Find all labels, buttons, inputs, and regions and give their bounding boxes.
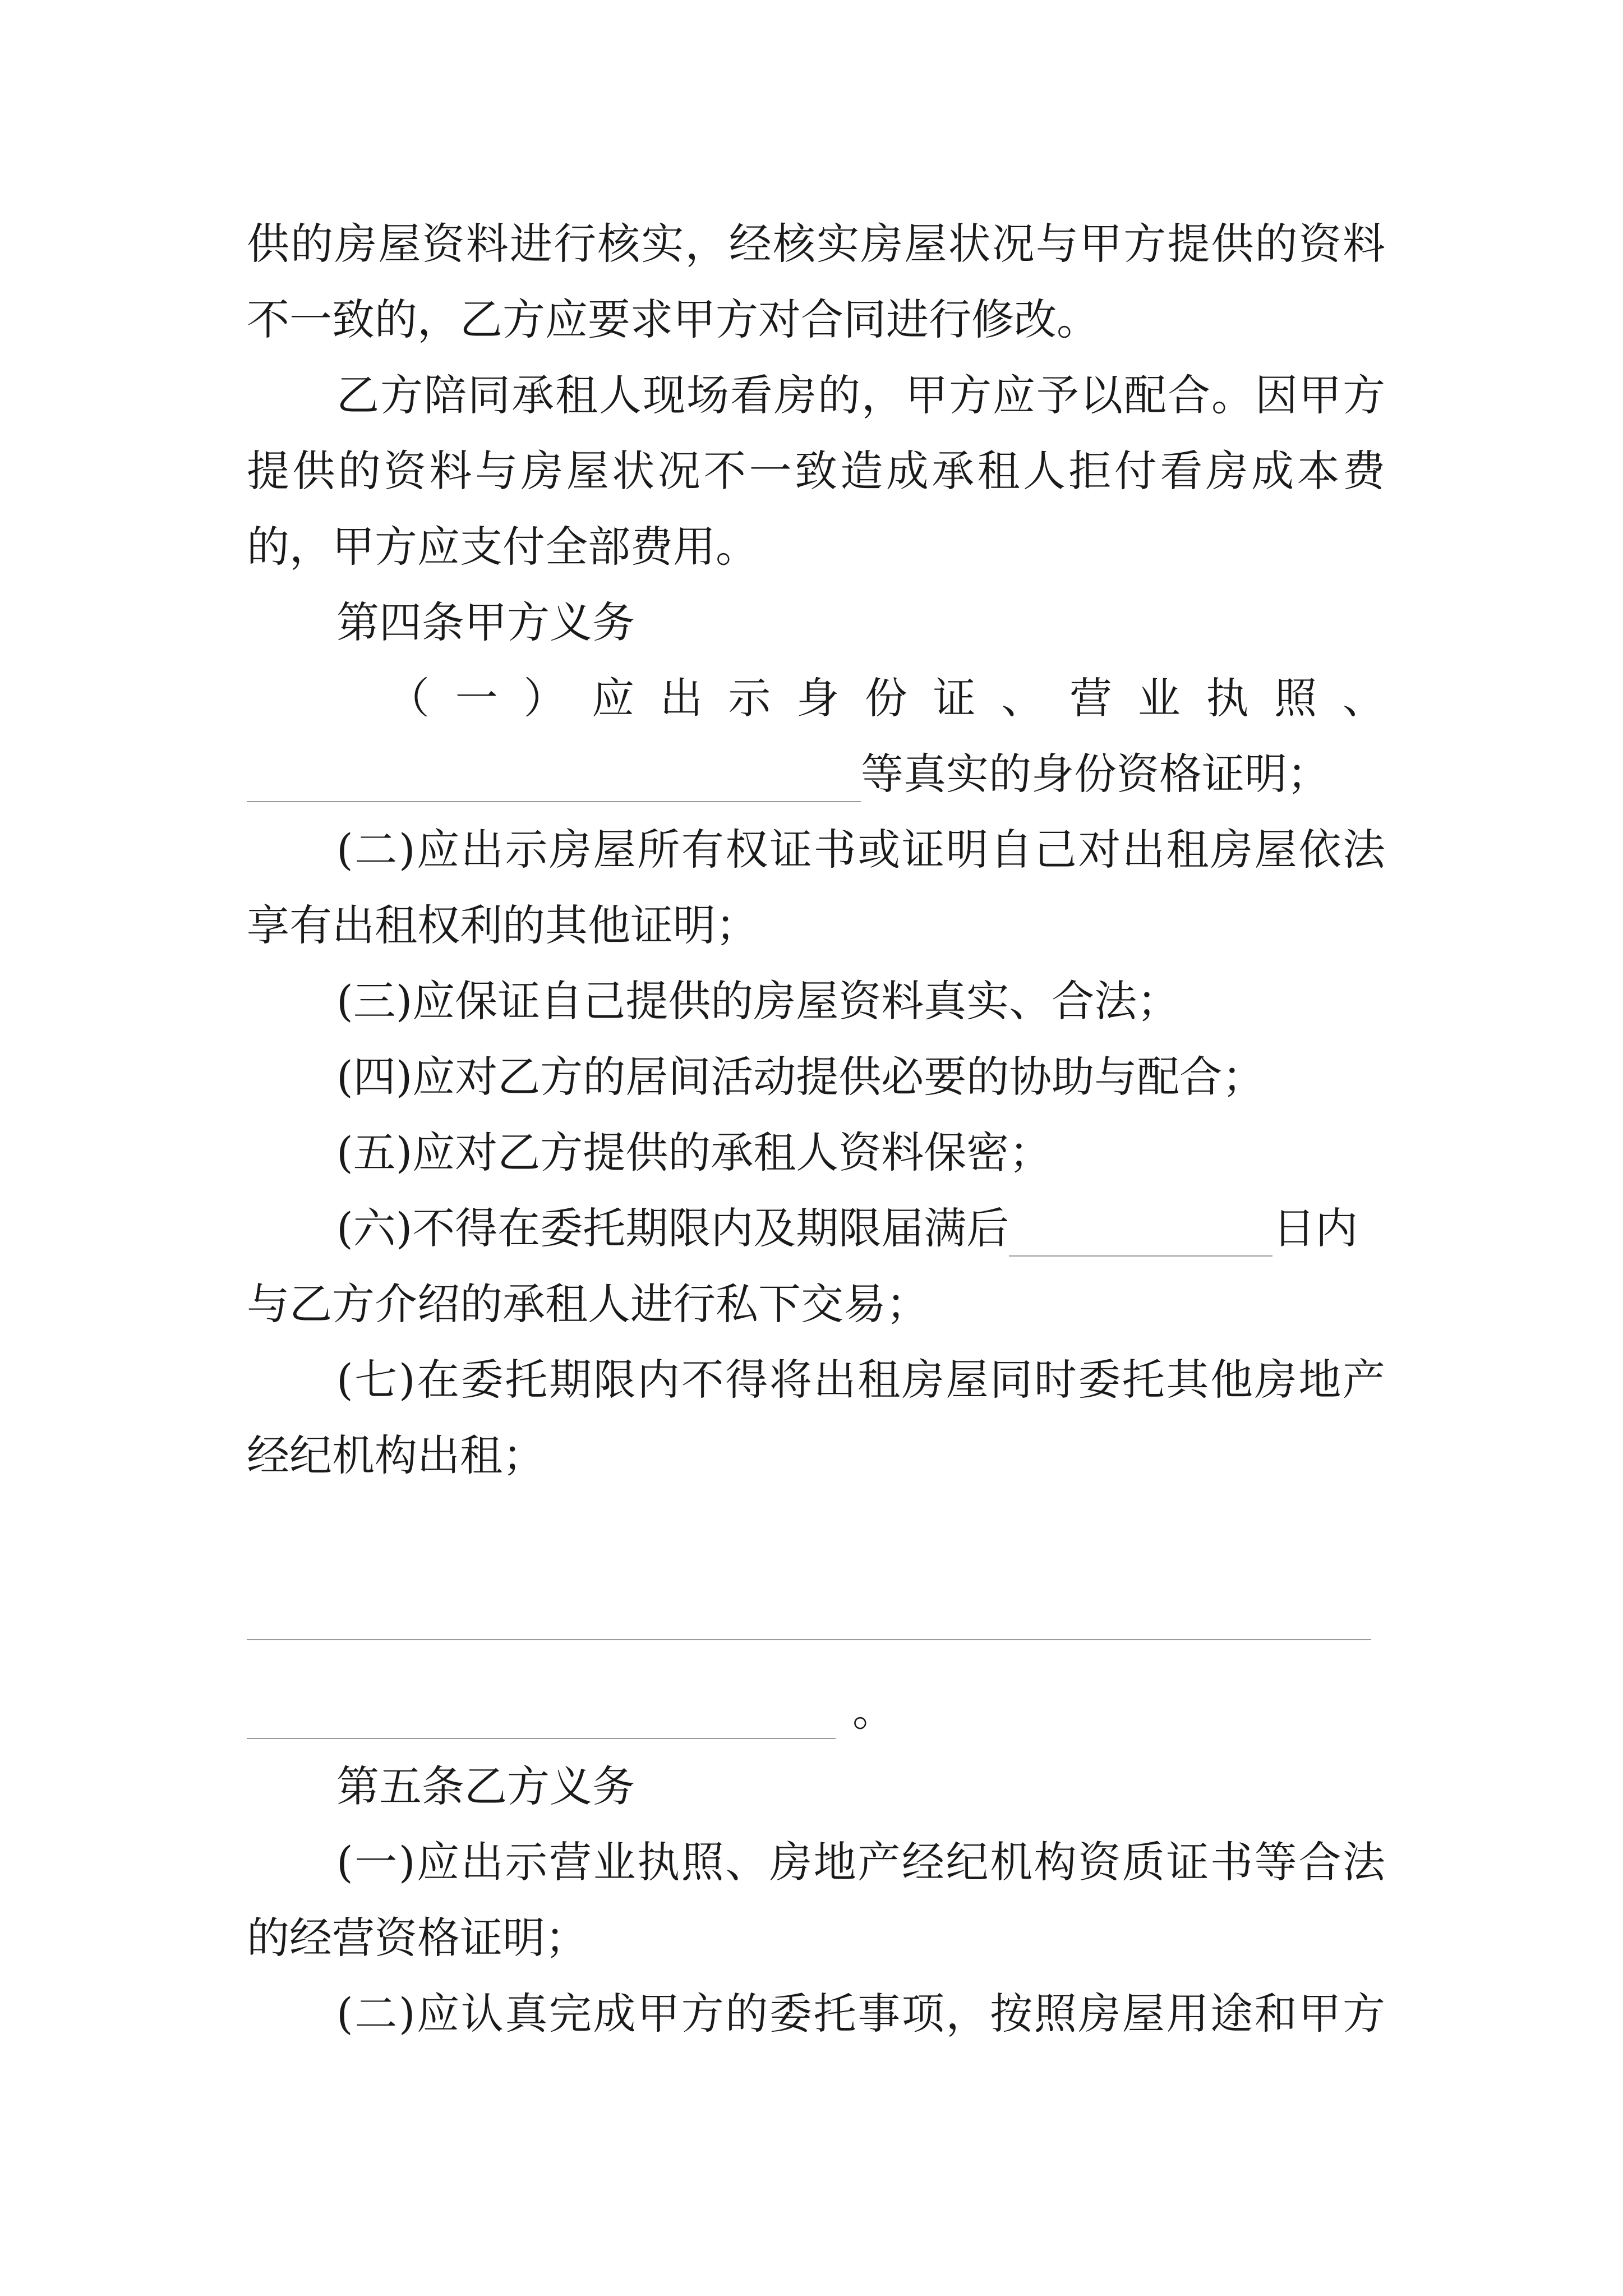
paragraph-line: 提供的资料与房屋状况不一致造成承租人拒付看房成本费 bbox=[247, 446, 1385, 496]
paragraph-line: 经纪机构出租； bbox=[247, 1430, 545, 1480]
paragraph-line: 的，甲方应支付全部费用。 bbox=[247, 522, 758, 572]
paragraph-line: 的经营资格证明； bbox=[247, 1913, 588, 1963]
paragraph-line: (三)应保证自己提供的房屋资料真实、合法； bbox=[336, 976, 1180, 1026]
clause-text: 等真实的身份资格证明； bbox=[861, 749, 1330, 799]
clause-char: 照 bbox=[1274, 673, 1317, 723]
clause-char: 、 bbox=[1001, 673, 1044, 723]
paragraph-line: 与乙方介绍的承租人进行私下交易； bbox=[247, 1279, 929, 1329]
fill-in-blank[interactable] bbox=[247, 757, 861, 802]
clause-line-with-blank bbox=[336, 1200, 1385, 1257]
fill-in-rule[interactable] bbox=[247, 1639, 1371, 1640]
paragraph-line: (一)应出示营业执照、房地产经纪机构资质证书等合法 bbox=[336, 1837, 1385, 1887]
clause-char: 应 bbox=[592, 673, 635, 723]
paragraph-line: (二)应出示房屋所有权证书或证明自己对出租房屋依法 bbox=[336, 825, 1385, 875]
paragraph-line: 供的房屋资料进行核实，经核实房屋状况与甲方提供的资料 bbox=[247, 219, 1385, 269]
paragraph-line: 不一致的，乙方应要求甲方对合同进行修改。 bbox=[247, 295, 1099, 344]
clause-char: 一 bbox=[455, 673, 498, 723]
article-heading: 第五条乙方义务 bbox=[336, 1761, 635, 1811]
article-heading: 第四条甲方义务 bbox=[336, 597, 635, 647]
paragraph-line: (四)应对乙方的居间活动提供必要的协助与配合； bbox=[336, 1052, 1265, 1102]
paragraph-line: (二)应认真完成甲方的委托事项，按照房屋用途和甲方 bbox=[336, 1989, 1385, 2039]
clause-text: 日内 bbox=[1272, 1203, 1358, 1253]
clause-char: 出 bbox=[660, 673, 703, 723]
paragraph-line: 乙方陪同承租人现场看房的，甲方应予以配合。因甲方 bbox=[336, 370, 1385, 420]
clause-text: (六)不得在委托期限内及期限届满后 bbox=[336, 1203, 1009, 1253]
clause-line-with-blank bbox=[247, 746, 1385, 802]
clause-char: （ bbox=[387, 673, 430, 723]
paragraph-line: (五)应对乙方提供的承租人资料保密； bbox=[336, 1128, 1052, 1177]
spaced-clause-line bbox=[387, 670, 1385, 726]
fill-in-blank[interactable] bbox=[247, 1694, 836, 1739]
paragraph-line: 享有出租权利的其他证明； bbox=[247, 900, 758, 950]
clause-char: 份 bbox=[864, 673, 907, 723]
clause-char: 、 bbox=[1342, 673, 1385, 723]
clause-char: 执 bbox=[1206, 673, 1249, 723]
fill-in-blank[interactable] bbox=[1009, 1212, 1272, 1257]
clause-line-with-blank bbox=[247, 1683, 1385, 1739]
clause-char: ） bbox=[523, 673, 566, 723]
clause-text: 。 bbox=[852, 1686, 895, 1736]
paragraph-line: (七)在委托期限内不得将出租房屋同时委托其他房地产 bbox=[336, 1355, 1385, 1405]
clause-char: 业 bbox=[1137, 673, 1181, 723]
clause-char: 身 bbox=[796, 673, 840, 723]
clause-char: 证 bbox=[933, 673, 976, 723]
clause-char: 示 bbox=[728, 673, 771, 723]
clause-char: 营 bbox=[1069, 673, 1113, 723]
